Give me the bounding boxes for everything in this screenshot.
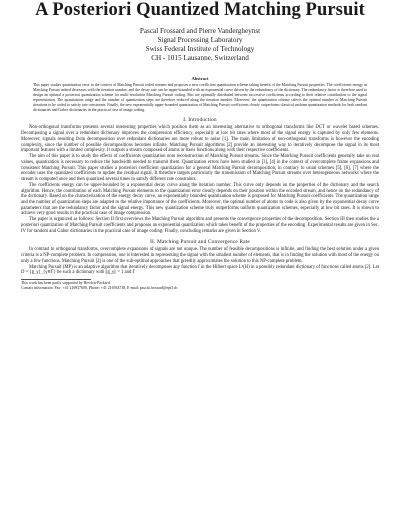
affiliation-line: CH - 1015 Lausanne, Switzerland: [151, 54, 249, 62]
paper-body: [21, 117, 379, 290]
body-paragraph: The paper is organized as follows: Section II first overviews the Matching Pursuit algorithm and presents the convergence properties of the decomposition. Section III then studies the a posteriori quantization of Matching Pursuit coefficients and proposes an exponential quantization which takes benefit of the properties of the encoding. Experimental results are given in Sec. IV for random and Gabor dictionaries in the practical case of image coding. Finally, concluding remarks are given in Section V.: [21, 217, 379, 234]
body-paragraph: Non-orthogonal transforms presents several interesting properties which position them as an interesting alternative to orthogonal transforms like DCT or wavelet based schemes. Decomposing a signal over a redundant dictionary improves the compression efficiency, especially at low bit rates where most of the signal energy is captured by only few elements. Moreover, signals resulting from decomposition over redundant dictionaries are more robust to noise [1]. The main limitation of non-orthogonal transforms is however the encoding complexity, since the number of possible decompositions becomes infinite. Matching Pursuit algorithms [2] provide an interesting way to iteratively decompose the signal in its most important features with a limited complexity. It outputs a stream composed of atoms or basis functions along with their respective coefficients.: [21, 125, 379, 154]
affiliation-line: Signal Processing Laboratory: [157, 36, 243, 44]
body-paragraph: Matching Pursuit (MP) is an adaptive algorithm that iteratively decomposes any function f in the Hilbert space L²(H) in a possibly redundant dictionary of functions called atoms [2]. Let D = {g_γ}_{γ∈Γ} be such a dictionary with ||g_γ|| = 1 and Γ: [21, 264, 379, 276]
footnote-text: Contact information: Fax: +41 216937600, Phone: +41 216934738, E-mail: pascal.frossard@epfl.ch: [21, 285, 178, 290]
section-heading: II. Matching Pursuit and Convergence Rate: [150, 239, 250, 246]
body-paragraph: The aim of this paper is to study the effects of coefficients quantization onto reconstruction of Matching Pursuit streams. Since the Matching Pursuit coefficients generally take on real values, quantization is necessary to reduce the bandwidth needed to transmit them. Quantization errors have been studied in [3], [4] in the context of overcomplete frame expansions and consistent Matching Pursuit. This paper studies a posteriori coefficient quantization for a general Matching Pursuit decomposition, in contrary to usual schemes [5], [6], [7] where the encoder uses the quantized coefficients to update the residual signal. It therefore targets particularly the transmission of Matching Pursuit streams over heterogeneous networks where the stream is computed once and then quantized several times to satisfy different rate constraints.: [21, 154, 379, 183]
body-paragraph: In contrast to orthogonal transforms, overcomplete expansions of signals are not unique. The number of feasible decompositions is infinite, and finding the best solution under a given criteria is a NP-complete problem. In compression, one is interested in representing the signal with the smallest number of elements, that is in finding the solution with most of the energy on only a few functions. Matching Pursuit [2] is one of the sub-optimal approaches that greedily approximates the solution to this NP-complete problem.: [21, 247, 379, 264]
footnote-text: This work has been partly supported by Hewlett-Packard.: [21, 281, 111, 286]
footnotes: [21, 281, 379, 290]
paper-title: A Posteriori Quantized Matching Pursuit: [35, 0, 365, 20]
affiliation-line: Swiss Federal Institute of Technology: [145, 45, 255, 53]
abstract-heading: Abstract: [191, 76, 209, 81]
footnote-divider: [21, 279, 91, 280]
author-names: Pascal Frossard and Pierre Vandergheynst: [139, 27, 261, 35]
abstract-text: This paper studies quantization error in the context of Matching Pursuit coded streams and proposes a new coefficient quantization scheme taking benefit of the Matching Pursuit properties. The coefficients energy in Matching Pursuit indeed decreases with the iteration number, and the decay rate can be upper-bounded with an exponential curve driven by the redundancy of the dictionary. The redundancy factor is therefore used to design an optimal a posteriori quantization scheme for multi-resolution Matching Pursuit coding. Bits are optimally distributed between successive coefficients according to their relative contribution to the signal representation. The quantization range and the number of quantization steps are therefore reduced along the iteration number. Moreover, the quantization scheme selects the optimal number of Matching Pursuit iterations to be coded to satisfy rate constraints. Finally, the new exponentially upper-bounded quantization of Matching Pursuit coefficients clearly outperforms classical uniform quantization methods for both random dictionaries and Gabor dictionaries in the practical case of image coding.: [33, 83, 367, 112]
body-paragraph: The coefficients energy can be upper-bounded by a exponential decay curve along the iteration number. This curve only depends on the properties of the dictionary and the search algorithm. Hence, the contribution of each Matching Pursuit elements to the quantization error clearly depends on their position within the encoded stream, and hence on the redundancy of the dictionary. Based on the characterization of the energy decay curve, an exponentially bounded quantization scheme is proposed for Matching Pursuit coefficients. The quantization range and the number of quantization steps are adapted to the relative importance of the coefficients. Moreover, the optimal number of atoms to code is also given by the exponential decay curve parameters that are the redundancy factor and the signal energy. This new quantization scheme truly outperforms uniform quantization schemes, especially at low bit rates. It is shown to achieve very good results in the practical case of image compression.: [21, 182, 379, 217]
section-heading: I. Introduction: [183, 117, 217, 124]
author-block: [21, 27, 379, 63]
